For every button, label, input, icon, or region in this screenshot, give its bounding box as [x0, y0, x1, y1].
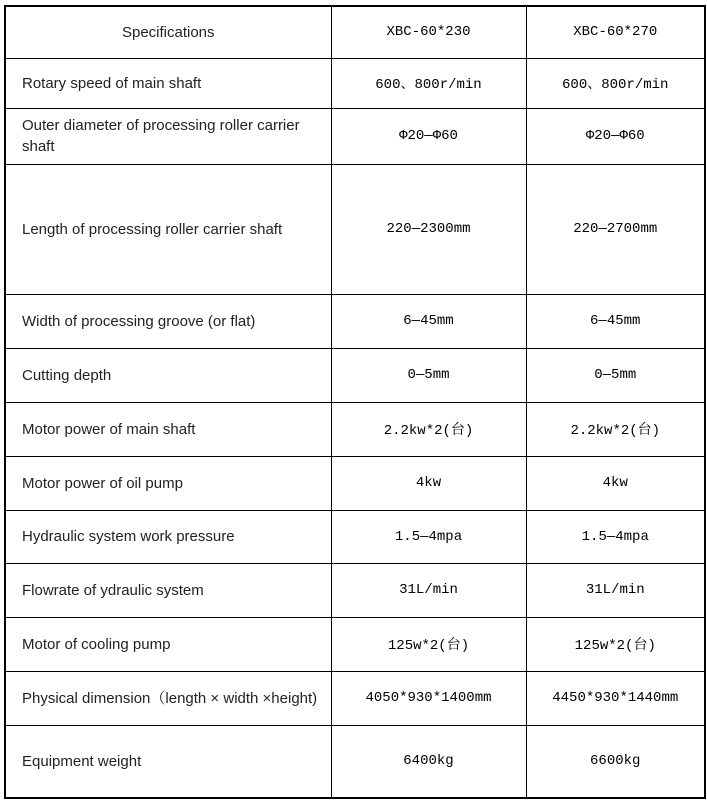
value-cell: 0—5mm [331, 348, 526, 402]
row-label-main-shaft-motor-power: Motor power of main shaft [5, 402, 331, 456]
value-cell: 31L/min [331, 563, 526, 617]
value-cell: 4kw [526, 456, 705, 510]
row-label-outer-diameter: Outer diameter of processing roller carrier shaft [5, 108, 331, 164]
value-cell: 220—2700mm [526, 164, 705, 294]
value-cell: 6400kg [331, 725, 526, 798]
value-cell: 4450*930*1440mm [526, 671, 705, 725]
value-cell: 6—45mm [526, 294, 705, 348]
header-model-2: XBC-60*270 [526, 6, 705, 58]
row-label-hydraulic-flowrate: Flowrate of ydraulic system [5, 563, 331, 617]
value-cell: 2.2kw*2(台) [526, 402, 705, 456]
value-cell: 600、800r/min [526, 58, 705, 108]
value-cell: 6—45mm [331, 294, 526, 348]
table-row [5, 348, 705, 402]
row-label-oil-pump-motor-power: Motor power of oil pump [5, 456, 331, 510]
value-cell: 4050*930*1400mm [331, 671, 526, 725]
value-cell: 4kw [331, 456, 526, 510]
value-cell: 600、800r/min [331, 58, 526, 108]
row-label-physical-dimension: Physical dimension（length × width ×height) [5, 671, 331, 725]
row-label-hydraulic-pressure: Hydraulic system work pressure [5, 510, 331, 563]
row-label-cooling-pump-motor: Motor of cooling pump [5, 617, 331, 671]
value-cell: 0—5mm [526, 348, 705, 402]
table-row [5, 164, 705, 294]
header-row [5, 6, 705, 58]
header-model-1: XBC-60*230 [331, 6, 526, 58]
value-cell: 220—2300mm [331, 164, 526, 294]
value-cell: 1.5—4mpa [331, 510, 526, 563]
value-cell: 31L/min [526, 563, 705, 617]
value-cell: 2.2kw*2(台) [331, 402, 526, 456]
value-cell: 1.5—4mpa [526, 510, 705, 563]
table-row [5, 294, 705, 348]
value-cell: 125w*2(台) [331, 617, 526, 671]
header-specifications-label: Specifications [5, 6, 331, 58]
table-row [5, 510, 705, 563]
value-cell: Φ20—Φ60 [331, 108, 526, 164]
table-row [5, 58, 705, 108]
value-cell: 6600kg [526, 725, 705, 798]
row-label-rotary-speed: Rotary speed of main shaft [5, 58, 331, 108]
value-cell: 125w*2(台) [526, 617, 705, 671]
table-row [5, 563, 705, 617]
table-row [5, 402, 705, 456]
value-cell: Φ20—Φ60 [526, 108, 705, 164]
row-label-groove-width: Width of processing groove (or flat) [5, 294, 331, 348]
table-row [5, 725, 705, 798]
table-row [5, 671, 705, 725]
table-row [5, 108, 705, 164]
table-row [5, 617, 705, 671]
row-label-equipment-weight: Equipment weight [5, 725, 331, 798]
specifications-table [4, 5, 706, 799]
row-label-shaft-length: Length of processing roller carrier shaft [5, 164, 331, 294]
row-label-cutting-depth: Cutting depth [5, 348, 331, 402]
table-row [5, 456, 705, 510]
